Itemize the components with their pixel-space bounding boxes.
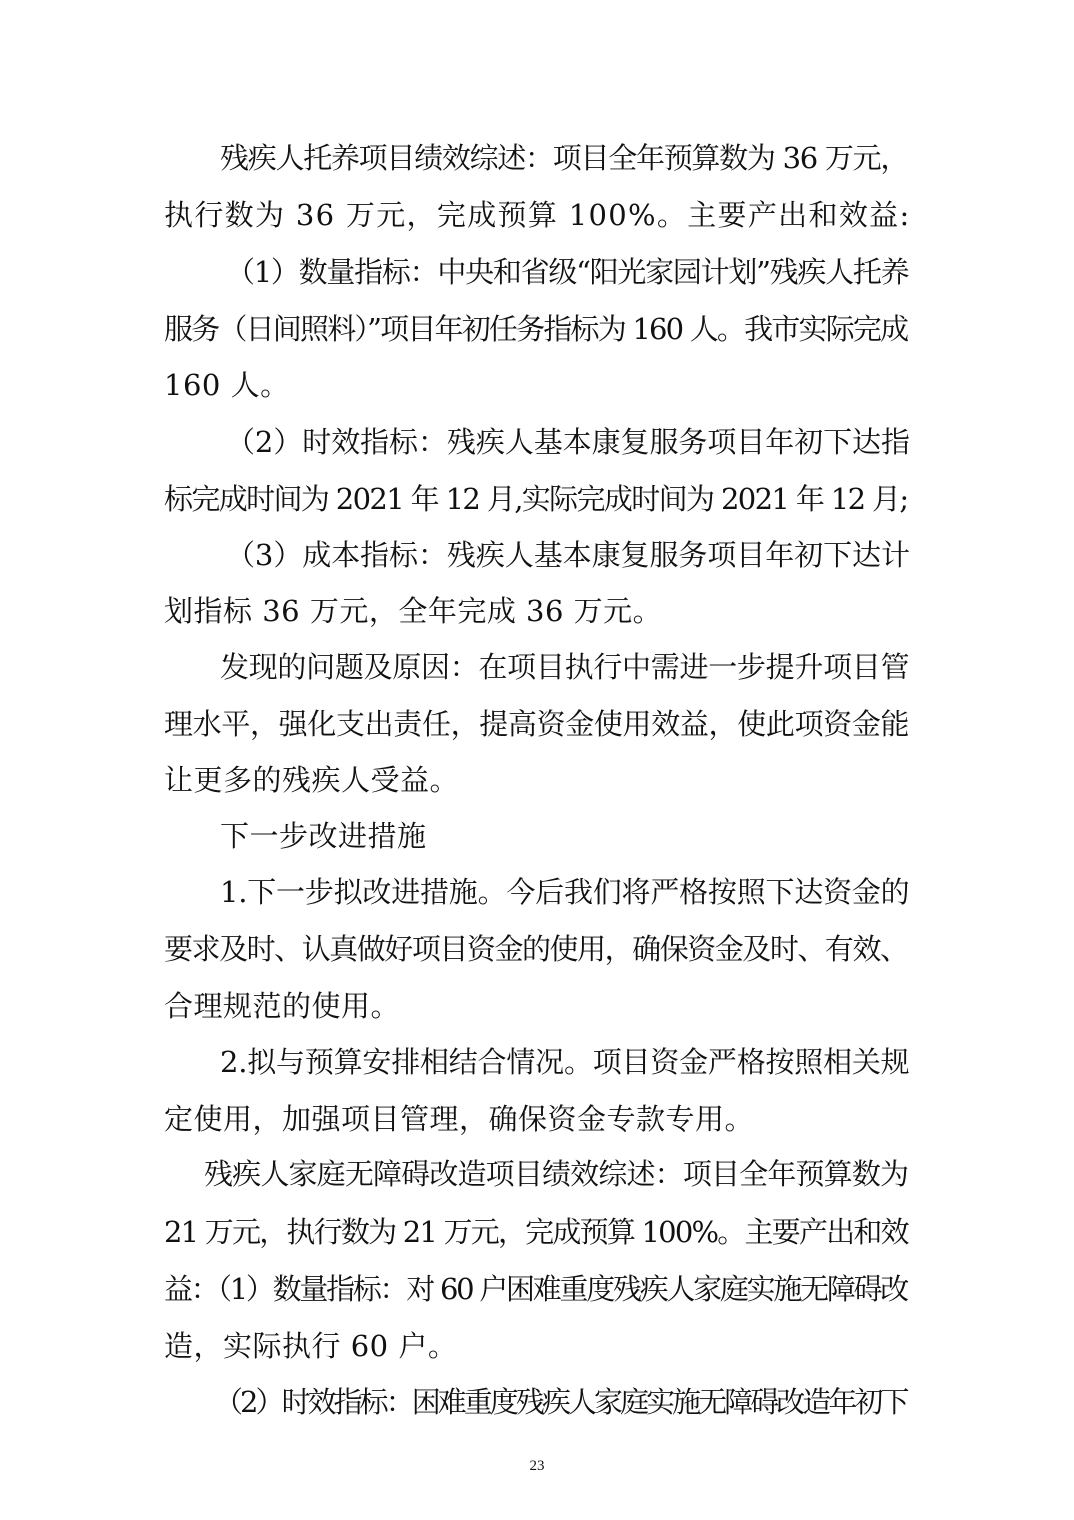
text-line-22: 造，实际执行 60 户。 [164,1329,458,1363]
text-line-14: 1.下一步拟改进措施。今后我们将严格按照下达资金的 [220,875,910,909]
text-line-2: 执行数为 36 万元，完成预算 100%。主要产出和效益: [164,198,911,232]
text-line-8: （3）成本指标：残疾人基本康复服务项目年初下达计 [226,538,910,572]
text-line-11: 理水平，强化支出责任，提高资金使用效益，使此项资金能 [164,707,910,741]
text-line-10: 发现的问题及原因：在项目执行中需进一步提升项目管 [220,650,910,684]
page-number: 23 [529,1458,545,1474]
text-line-7: 标完成时间为 2021 年 12 月,实际完成时间为 2021 年 12 月; [164,482,908,516]
text-line-18: 定使用，加强项目管理，确保资金专款专用。 [164,1102,755,1136]
text-line-12: 让更多的残疾人受益。 [164,763,460,797]
text-line-16: 合理规范的使用。 [164,989,401,1023]
text-line-1: 残疾人托养项目绩效综述：项目全年预算数为 36 万元， [220,141,909,175]
text-line-6: （2）时效指标：残疾人基本康复服务项目年初下达指 [226,425,910,459]
text-line-21: 益：（1）数量指标：对 60 户困难重度残疾人家庭实施无障碍改 [164,1272,908,1306]
text-line-4: 服务（日间照料）”项目年初任务指标为 160 人。我市实际完成 [164,312,908,346]
text-line-15: 要求及时、认真做好项目资金的使用，确保资金及时、有效、 [164,932,908,966]
text-line-19: 残疾人家庭无障碍改造项目绩效综述：项目全年预算数为 [204,1157,909,1191]
text-line-3: （1）数量指标：中央和省级“阳光家园计划”残疾人托养 [226,255,909,289]
text-line-17: 2.拟与预算安排相结合情况。项目资金严格按照相关规 [220,1045,910,1079]
text-line-13: 下一步改进措施 [220,819,427,853]
text-line-5: 160 人。 [164,368,290,402]
text-line-23: （2）时效指标：困难重度残疾人家庭实施无障碍改造年初下 [214,1385,907,1419]
text-line-20: 21 万元，执行数为 21 万元，完成预算 100%。主要产出和效 [164,1215,908,1249]
text-line-9: 划指标 36 万元，全年完成 36 万元。 [164,594,663,628]
